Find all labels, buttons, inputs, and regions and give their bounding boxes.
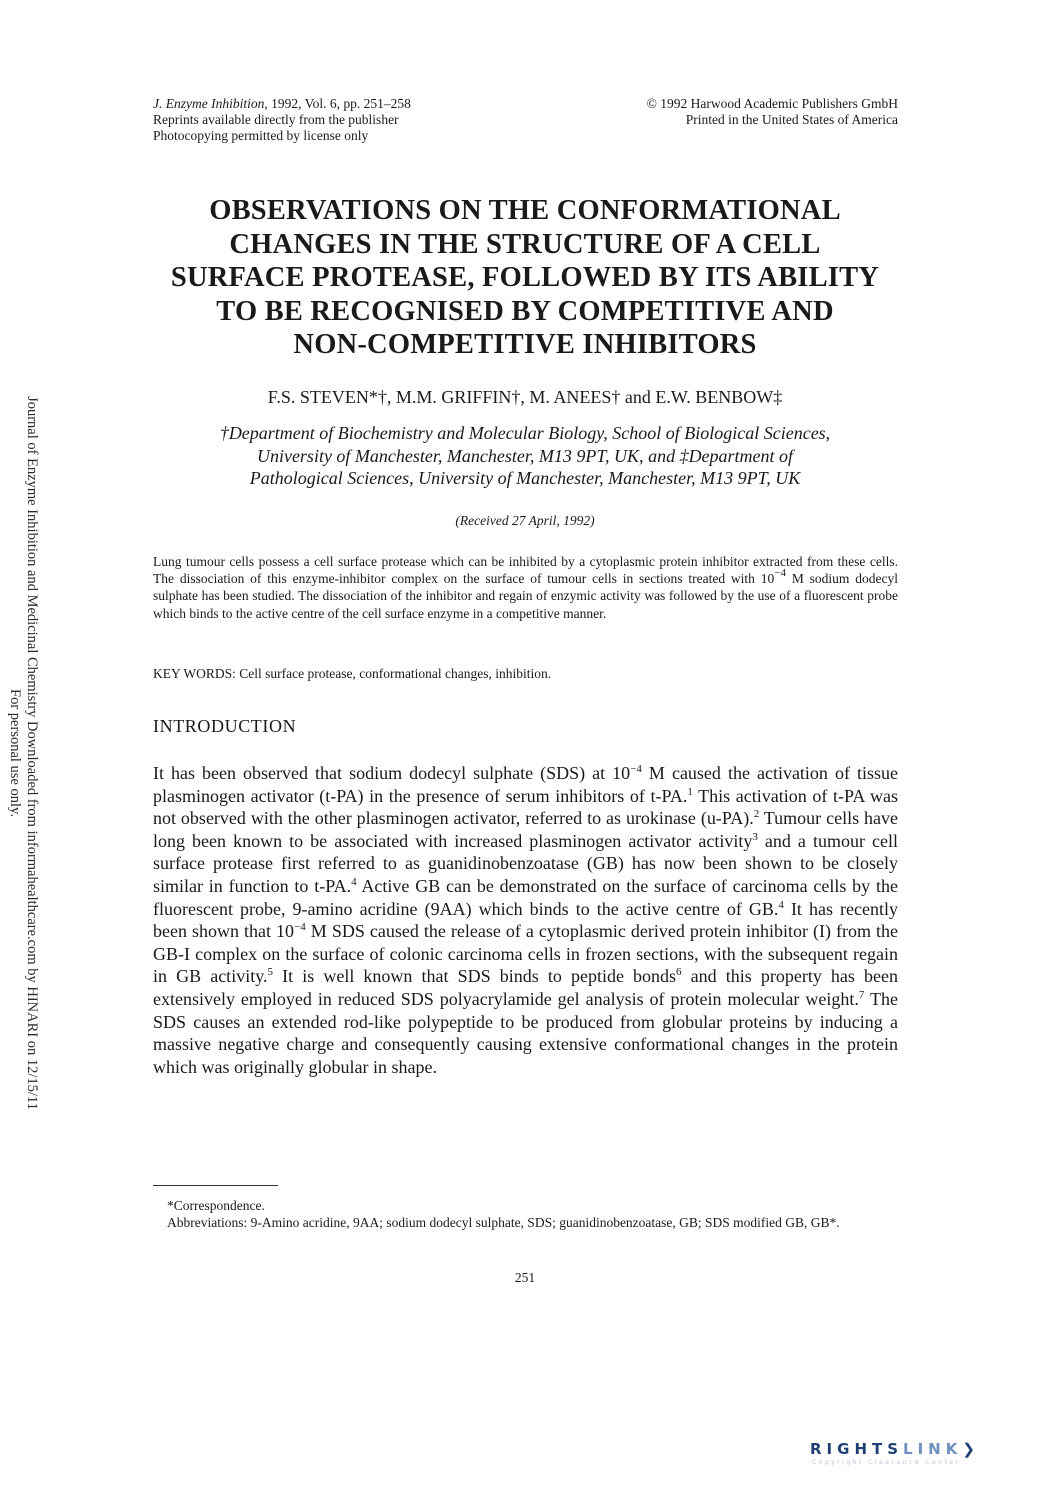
body-text: Tumour cells have long been known to be associated with increased plasminogen activator activity	[153, 808, 898, 851]
affiliation-part-2: University of Manchester, Manchester, M13 9PT, UK,	[256, 445, 644, 466]
rightslink-word-link: LINK	[903, 1440, 963, 1458]
reference-marker: 7	[858, 988, 865, 1001]
rightslink-subtitle: Copyright Clearance Center	[812, 1459, 961, 1466]
reference-marker: 4	[351, 875, 357, 888]
download-watermark	[0, 338, 40, 1168]
abstract	[153, 553, 898, 622]
exponent: −4	[630, 763, 642, 775]
abstract-text: Lung tumour cells possess a cell surface protease which can be inhibited by a cytoplasmic protein inhibitor extracted from these cells. The dissociation of this enzyme-inhibitor complex on the surface of tumour cells in sections treated with 10	[153, 554, 898, 587]
body-text: and this property has been extensively employed in reduced SDS polyacrylamide gel analysis of protein molecular weight.	[153, 966, 898, 1009]
footnote-divider	[153, 1185, 278, 1186]
header-right	[647, 96, 898, 128]
exponent: −4	[294, 921, 306, 934]
printed-note: Printed in the United States of America	[685, 112, 898, 127]
body-text: It has recently been shown that 10	[153, 898, 898, 942]
reference-marker: 6	[676, 966, 682, 979]
header-left	[153, 96, 411, 144]
paper-title	[120, 194, 930, 362]
body-text: It is well known that SDS binds to peptide bonds	[273, 966, 677, 987]
affiliation-line-1: †Department of Biochemistry and Molecular Biology, School of Biological Sciences,	[219, 423, 831, 443]
rightslink-word-rights: RIGHTS	[810, 1440, 904, 1458]
body-text: This activation of t-PA was not observed with the other plasminogen activator, referred to as urokinase (u-PA).	[153, 785, 898, 829]
footnote-abbreviations: Abbreviations: 9-Amino acridine, 9AA; sodium dodecyl sulphate, SDS; guanidinobenzoatase, GB; SDS modified GB, GB*.	[167, 1215, 840, 1230]
title-line: NON-COMPETITIVE INHIBITORS	[293, 329, 757, 360]
section-heading-introduction: INTRODUCTION	[153, 716, 297, 736]
title-line: SURFACE PROTEASE, FOLLOWED BY ITS ABILITY	[170, 262, 880, 293]
watermark-line-1: Journal of Enzyme Inhibition and Medicinal Chemistry Downloaded from informahealthcare.com by HINARI on 12/15/11	[24, 396, 40, 1110]
copyright-note: © 1992 Harwood Academic Publishers GmbH	[646, 96, 898, 111]
rightslink-logo[interactable]	[810, 1440, 1030, 1470]
body-text: It has been observed that sodium dodecyl sulphate (SDS) at 10	[153, 763, 631, 783]
footnotes	[153, 1197, 898, 1231]
body-text: Active GB can be demonstrated on the surface of carcinoma cells by the fluorescent probe, 9-amino acridine (9AA) which binds to the active centre of GB.	[153, 875, 898, 919]
affiliation-part-3: ‡Department of	[679, 445, 794, 466]
received-date: (Received 27 April, 1992)	[455, 513, 595, 528]
journal-name: J. Enzyme Inhibition	[153, 96, 265, 111]
reprints-note: Reprints available directly from the publisher	[153, 112, 399, 127]
watermark-line-2: For personal use only.	[7, 689, 23, 817]
photocopy-note: Photocopying permitted by license only	[153, 128, 369, 143]
abstract-text: M sodium dodecyl sulphate has been studied. The dissociation of the inhibitor and regain of enzymic activity was followed by the use of a fluorescent probe which binds to the active centre of the cell surface enzyme in a competitive manner.	[153, 571, 898, 621]
keywords	[153, 665, 898, 682]
title-line: OBSERVATIONS ON THE CONFORMATIONAL	[209, 195, 841, 226]
introduction-paragraph	[153, 762, 898, 1078]
exponent: −4	[774, 567, 786, 580]
reference-marker: 1	[687, 785, 693, 798]
author-list: F.S. STEVEN*†, M.M. GRIFFIN†, M. ANEES† and E.W. BENBOW‡	[267, 387, 783, 407]
title-line: TO BE RECOGNISED BY COMPETITIVE AND	[216, 295, 834, 327]
keywords-label: KEY WORDS:	[153, 666, 236, 681]
body-text: M caused the activation of tissue plasminogen activator (t-PA) in the presence of serum inhibitors of t-PA.	[153, 763, 898, 806]
footnote-correspondence: *Correspondence.	[167, 1198, 265, 1213]
affiliation-line-2	[110, 445, 940, 468]
body-text: and a tumour cell surface protease first referred to as guanidinobenzoatase (GB) has now been shown to be closely similar in function to t-PA.	[153, 830, 898, 896]
reference-marker: 5	[267, 966, 274, 979]
citation-details: , 1992, Vol. 6, pp. 251–258	[264, 96, 411, 111]
journal-citation	[153, 96, 411, 112]
affiliation-line-3: Pathological Sciences, University of Manchester, Manchester, M13 9PT, UK	[249, 468, 801, 488]
reference-marker: 4	[778, 898, 784, 911]
body-text: M SDS caused the release of a cytoplasmic derived protein inhibitor (I) from the GB-I complex on the surface of colonic carcinoma cells in frozen sections, with the subsequent regain in GB activity.	[153, 921, 898, 987]
body-text: The SDS causes an extended rod-like polypeptide to be produced from globular proteins by inducing a massive negative charge and consequently causing extensive conformational changes in the protein which was originally globular in shape.	[153, 988, 898, 1077]
affiliation-and: and	[643, 445, 680, 466]
keywords-text: Cell surface protease, conformational changes, inhibition.	[235, 666, 552, 681]
rightslink-arrow-icon: ❯	[962, 1442, 975, 1458]
reference-marker: 3	[752, 830, 758, 843]
reference-marker: 2	[753, 808, 760, 821]
title-line: CHANGES IN THE STRUCTURE OF A CELL	[229, 228, 821, 260]
page-number: 251	[514, 1270, 536, 1285]
affiliations	[110, 422, 940, 490]
